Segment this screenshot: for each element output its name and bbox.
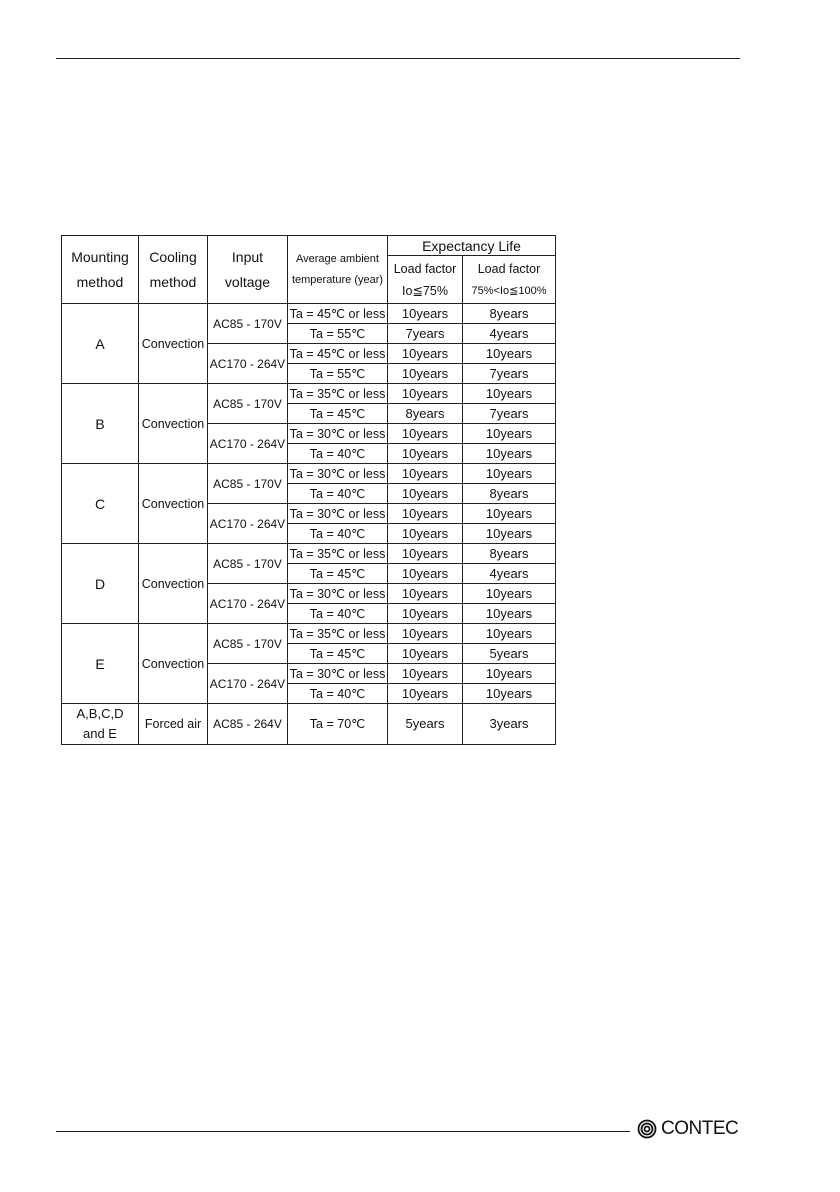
input-voltage-cell: AC85 - 170V	[208, 544, 288, 584]
header-load-factor-b: Load factor 75%<Io≦100%	[463, 256, 556, 304]
life-load-b-cell: 10years	[463, 424, 556, 444]
mounting-method-cell: A	[62, 304, 139, 384]
header-mounting-method: Mounting method	[62, 236, 139, 304]
ambient-temperature-cell: Ta = 40℃	[288, 484, 388, 504]
life-load-a-cell: 10years	[388, 364, 463, 384]
header-ambient-temperature: Average ambient temperature (year)	[288, 236, 388, 304]
life-load-b-cell: 8years	[463, 544, 556, 564]
life-load-a-cell: 10years	[388, 444, 463, 464]
life-load-b-cell: 10years	[463, 684, 556, 704]
expectancy-life-table	[61, 235, 556, 745]
life-load-b-cell: 10years	[463, 584, 556, 604]
life-load-b-cell: 8years	[463, 304, 556, 324]
mounting-method-cell: B	[62, 384, 139, 464]
life-load-a-cell: 10years	[388, 664, 463, 684]
life-load-a-cell: 8years	[388, 404, 463, 424]
life-load-b-cell: 5years	[463, 644, 556, 664]
life-load-b-cell: 10years	[463, 664, 556, 684]
ambient-temperature-cell: Ta = 40℃	[288, 444, 388, 464]
life-load-a-cell: 10years	[388, 424, 463, 444]
life-load-a-cell: 10years	[388, 604, 463, 624]
life-load-b-cell: 8years	[463, 484, 556, 504]
cooling-method-cell: Forced air	[139, 704, 208, 745]
life-load-b-cell: 10years	[463, 464, 556, 484]
life-load-a-cell: 10years	[388, 544, 463, 564]
mounting-method-cell: D	[62, 544, 139, 624]
cooling-method-cell: Convection	[139, 544, 208, 624]
life-load-a-cell: 10years	[388, 564, 463, 584]
header-expectancy-life: Expectancy Life	[388, 236, 556, 256]
life-load-b-cell: 4years	[463, 324, 556, 344]
life-load-a-cell: 10years	[388, 344, 463, 364]
life-load-a-cell: 7years	[388, 324, 463, 344]
header-cooling-method: Cooling method	[139, 236, 208, 304]
life-load-b-cell: 10years	[463, 624, 556, 644]
ambient-temperature-cell: Ta = 45℃ or less	[288, 344, 388, 364]
input-voltage-cell: AC170 - 264V	[208, 424, 288, 464]
header-rule	[56, 58, 740, 59]
ambient-temperature-cell: Ta = 30℃ or less	[288, 584, 388, 604]
cooling-method-cell: Convection	[139, 464, 208, 544]
table-row	[62, 464, 556, 484]
mounting-method-line: A,B,C,D	[76, 706, 124, 721]
header-load-factor-a: Load factor Io≦75%	[388, 256, 463, 304]
input-voltage-cell: AC170 - 264V	[208, 584, 288, 624]
table-body	[62, 304, 556, 745]
input-voltage-cell: AC170 - 264V	[208, 504, 288, 544]
ambient-temperature-cell: Ta = 30℃ or less	[288, 464, 388, 484]
ambient-temperature-cell: Ta = 45℃	[288, 564, 388, 584]
logo-text: CONTEC	[661, 1118, 739, 1139]
life-load-a-cell: 10years	[388, 484, 463, 504]
cooling-method-cell: Convection	[139, 624, 208, 704]
cooling-method-cell: Convection	[139, 384, 208, 464]
life-load-b-cell: 3years	[463, 704, 556, 745]
life-load-b-cell: 10years	[463, 344, 556, 364]
mounting-method-line: and E	[83, 726, 117, 741]
life-load-b-cell: 7years	[463, 364, 556, 384]
input-voltage-cell: AC85 - 170V	[208, 464, 288, 504]
ambient-temperature-cell: Ta = 30℃ or less	[288, 664, 388, 684]
table-row	[62, 304, 556, 324]
life-load-a-cell: 10years	[388, 624, 463, 644]
life-load-b-cell: 10years	[463, 384, 556, 404]
life-load-a-cell: 10years	[388, 644, 463, 664]
life-load-a-cell: 10years	[388, 464, 463, 484]
life-load-b-cell: 10years	[463, 604, 556, 624]
table-row	[62, 624, 556, 644]
life-load-a-cell: 10years	[388, 384, 463, 404]
life-load-b-cell: 7years	[463, 404, 556, 424]
input-voltage-cell: AC170 - 264V	[208, 664, 288, 704]
table-row-forced-air	[62, 704, 556, 745]
contec-logo	[637, 1117, 738, 1141]
header-input-voltage: Input voltage	[208, 236, 288, 304]
life-load-a-cell: 5years	[388, 704, 463, 745]
ambient-temperature-cell: Ta = 45℃ or less	[288, 304, 388, 324]
mounting-method-cell	[62, 704, 139, 745]
life-load-a-cell: 10years	[388, 584, 463, 604]
life-load-b-cell: 10years	[463, 504, 556, 524]
ambient-temperature-cell: Ta = 70℃	[288, 704, 388, 745]
ambient-temperature-cell: Ta = 30℃ or less	[288, 504, 388, 524]
input-voltage-cell: AC85 - 170V	[208, 384, 288, 424]
cooling-method-cell: Convection	[139, 304, 208, 384]
life-load-a-cell: 10years	[388, 684, 463, 704]
ambient-temperature-cell: Ta = 35℃ or less	[288, 384, 388, 404]
ambient-temperature-cell: Ta = 35℃ or less	[288, 624, 388, 644]
table-row	[62, 544, 556, 564]
ambient-temperature-cell: Ta = 45℃	[288, 404, 388, 424]
life-load-b-cell: 4years	[463, 564, 556, 584]
input-voltage-cell: AC85 - 170V	[208, 304, 288, 344]
life-load-a-cell: 10years	[388, 304, 463, 324]
mounting-method-cell: E	[62, 624, 139, 704]
life-load-b-cell: 10years	[463, 524, 556, 544]
ambient-temperature-cell: Ta = 35℃ or less	[288, 544, 388, 564]
input-voltage-cell: AC170 - 264V	[208, 344, 288, 384]
life-load-b-cell: 10years	[463, 444, 556, 464]
input-voltage-cell: AC85 - 170V	[208, 624, 288, 664]
footer-rule	[56, 1131, 630, 1132]
table-row	[62, 384, 556, 404]
ambient-temperature-cell: Ta = 40℃	[288, 524, 388, 544]
concentric-circles-icon	[637, 1119, 657, 1139]
mounting-method-cell: C	[62, 464, 139, 544]
input-voltage-cell: AC85 - 264V	[208, 704, 288, 745]
ambient-temperature-cell: Ta = 30℃ or less	[288, 424, 388, 444]
life-load-a-cell: 10years	[388, 524, 463, 544]
life-load-a-cell: 10years	[388, 504, 463, 524]
ambient-temperature-cell: Ta = 45℃	[288, 644, 388, 664]
ambient-temperature-cell: Ta = 55℃	[288, 324, 388, 344]
ambient-temperature-cell: Ta = 40℃	[288, 684, 388, 704]
ambient-temperature-cell: Ta = 40℃	[288, 604, 388, 624]
ambient-temperature-cell: Ta = 55℃	[288, 364, 388, 384]
